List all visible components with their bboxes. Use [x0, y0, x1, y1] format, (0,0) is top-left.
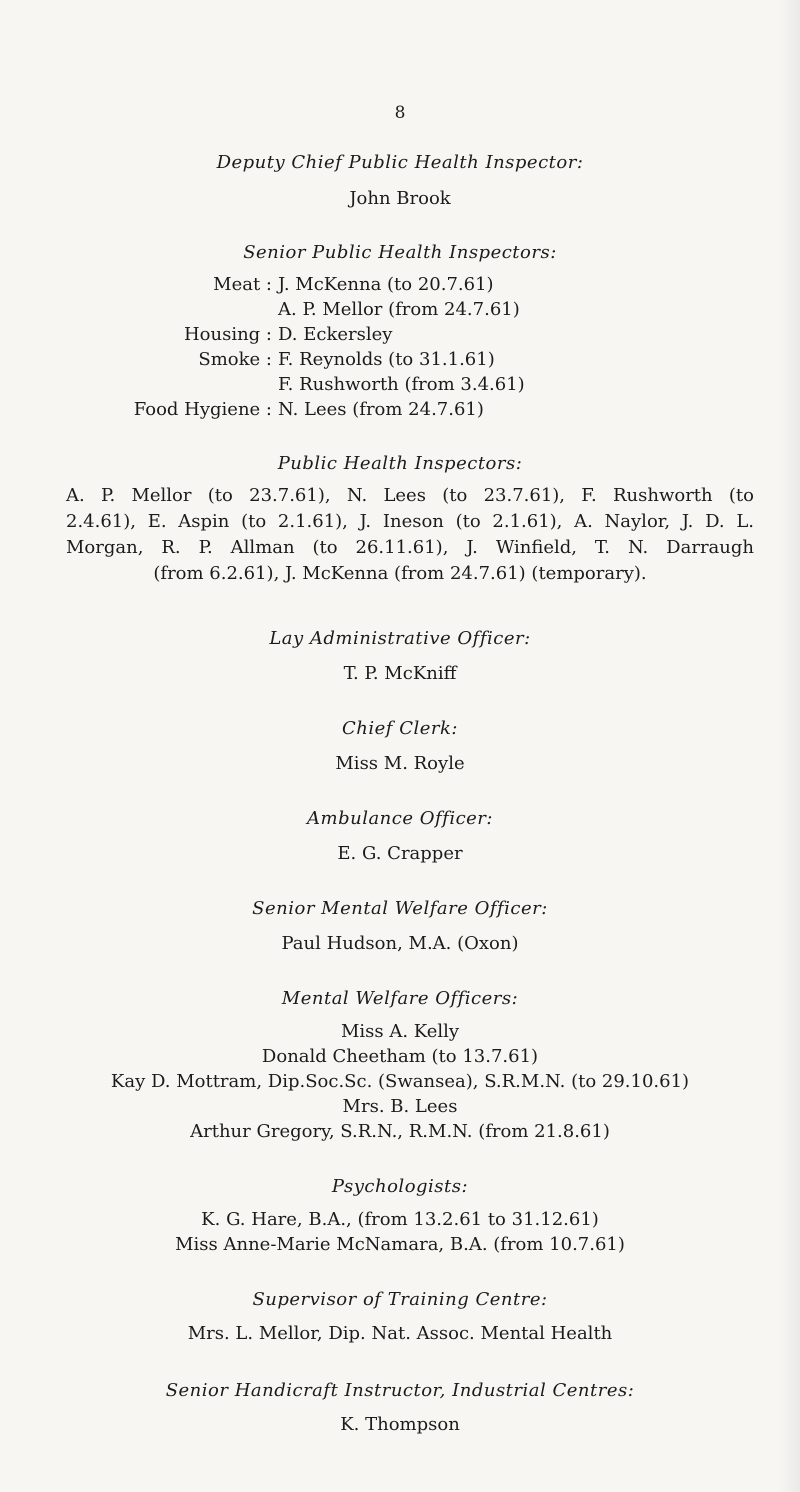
- deputy-chief-name: John Brook: [349, 188, 451, 209]
- senior-phi-label: Meat :: [213, 274, 272, 295]
- phi-line: Morgan, R. P. Allman (to 26.11.61), J. Winfield, T. N. Darraugh: [66, 537, 754, 558]
- senior-phi-heading: Senior Public Health Inspectors:: [243, 242, 557, 263]
- senior-mwo-heading: Senior Mental Welfare Officer:: [252, 898, 548, 919]
- training-centre-name: Mrs. L. Mellor, Dip. Nat. Assoc. Mental Health: [187, 1323, 613, 1344]
- senior-phi-label: Smoke :: [198, 349, 272, 370]
- training-centre-heading: Supervisor of Training Centre:: [252, 1289, 548, 1310]
- phi-line: (from 6.2.61), J. McKenna (from 24.7.61) (temporary).: [153, 563, 647, 584]
- psychologists-heading: Psychologists:: [331, 1176, 469, 1197]
- phi-heading: Public Health Inspectors:: [277, 453, 523, 474]
- senior-phi-value: F. Reynolds (to 31.1.61): [278, 349, 495, 370]
- page-number: 8: [394, 103, 406, 123]
- handicraft-name: K. Thompson: [340, 1414, 460, 1435]
- chief-clerk-name: Miss M. Royle: [335, 753, 465, 774]
- ambulance-name: E. G. Crapper: [337, 843, 463, 864]
- lay-admin-heading: Lay Administrative Officer:: [269, 628, 531, 649]
- senior-phi-value: N. Lees (from 24.7.61): [278, 399, 484, 420]
- mwo-name: Mrs. B. Lees: [342, 1096, 458, 1117]
- senior-phi-value: D. Eckersley: [278, 324, 393, 345]
- senior-phi-value: F. Rushworth (from 3.4.61): [278, 374, 525, 395]
- psychologist-name: K. G. Hare, B.A., (from 13.2.61 to 31.12.61): [201, 1209, 599, 1230]
- mwo-heading: Mental Welfare Officers:: [281, 988, 519, 1009]
- psychologist-name: Miss Anne-Marie McNamara, B.A. (from 10.7.61): [175, 1234, 625, 1255]
- senior-phi-value: A. P. Mellor (from 24.7.61): [278, 299, 520, 320]
- deputy-chief-heading: Deputy Chief Public Health Inspector:: [216, 152, 584, 173]
- lay-admin-name: T. P. McKniff: [343, 663, 457, 684]
- phi-line: A. P. Mellor (to 23.7.61), N. Lees (to 23.7.61), F. Rushworth (to: [66, 485, 754, 506]
- mwo-name: Arthur Gregory, S.R.N., R.M.N. (from 21.8.61): [190, 1121, 610, 1142]
- ambulance-heading: Ambulance Officer:: [307, 808, 493, 829]
- mwo-name: Kay D. Mottram, Dip.Soc.Sc. (Swansea), S.R.M.N. (to 29.10.61): [110, 1071, 690, 1092]
- senior-phi-value: J. McKenna (to 20.7.61): [278, 274, 494, 295]
- handicraft-heading: Senior Handicraft Instructor, Industrial Centres:: [165, 1380, 635, 1401]
- senior-mwo-name: Paul Hudson, M.A. (Oxon): [281, 933, 519, 954]
- phi-line: 2.4.61), E. Aspin (to 2.1.61), J. Ineson (to 2.1.61), A. Naylor, J. D. L.: [66, 511, 754, 532]
- chief-clerk-heading: Chief Clerk:: [342, 718, 458, 739]
- mwo-name: Miss A. Kelly: [340, 1021, 460, 1042]
- senior-phi-label: Housing :: [183, 324, 272, 345]
- senior-phi-label: Food Hygiene :: [133, 399, 272, 420]
- mwo-name: Donald Cheetham (to 13.7.61): [261, 1046, 539, 1067]
- page-edge-shadow: [778, 0, 800, 1492]
